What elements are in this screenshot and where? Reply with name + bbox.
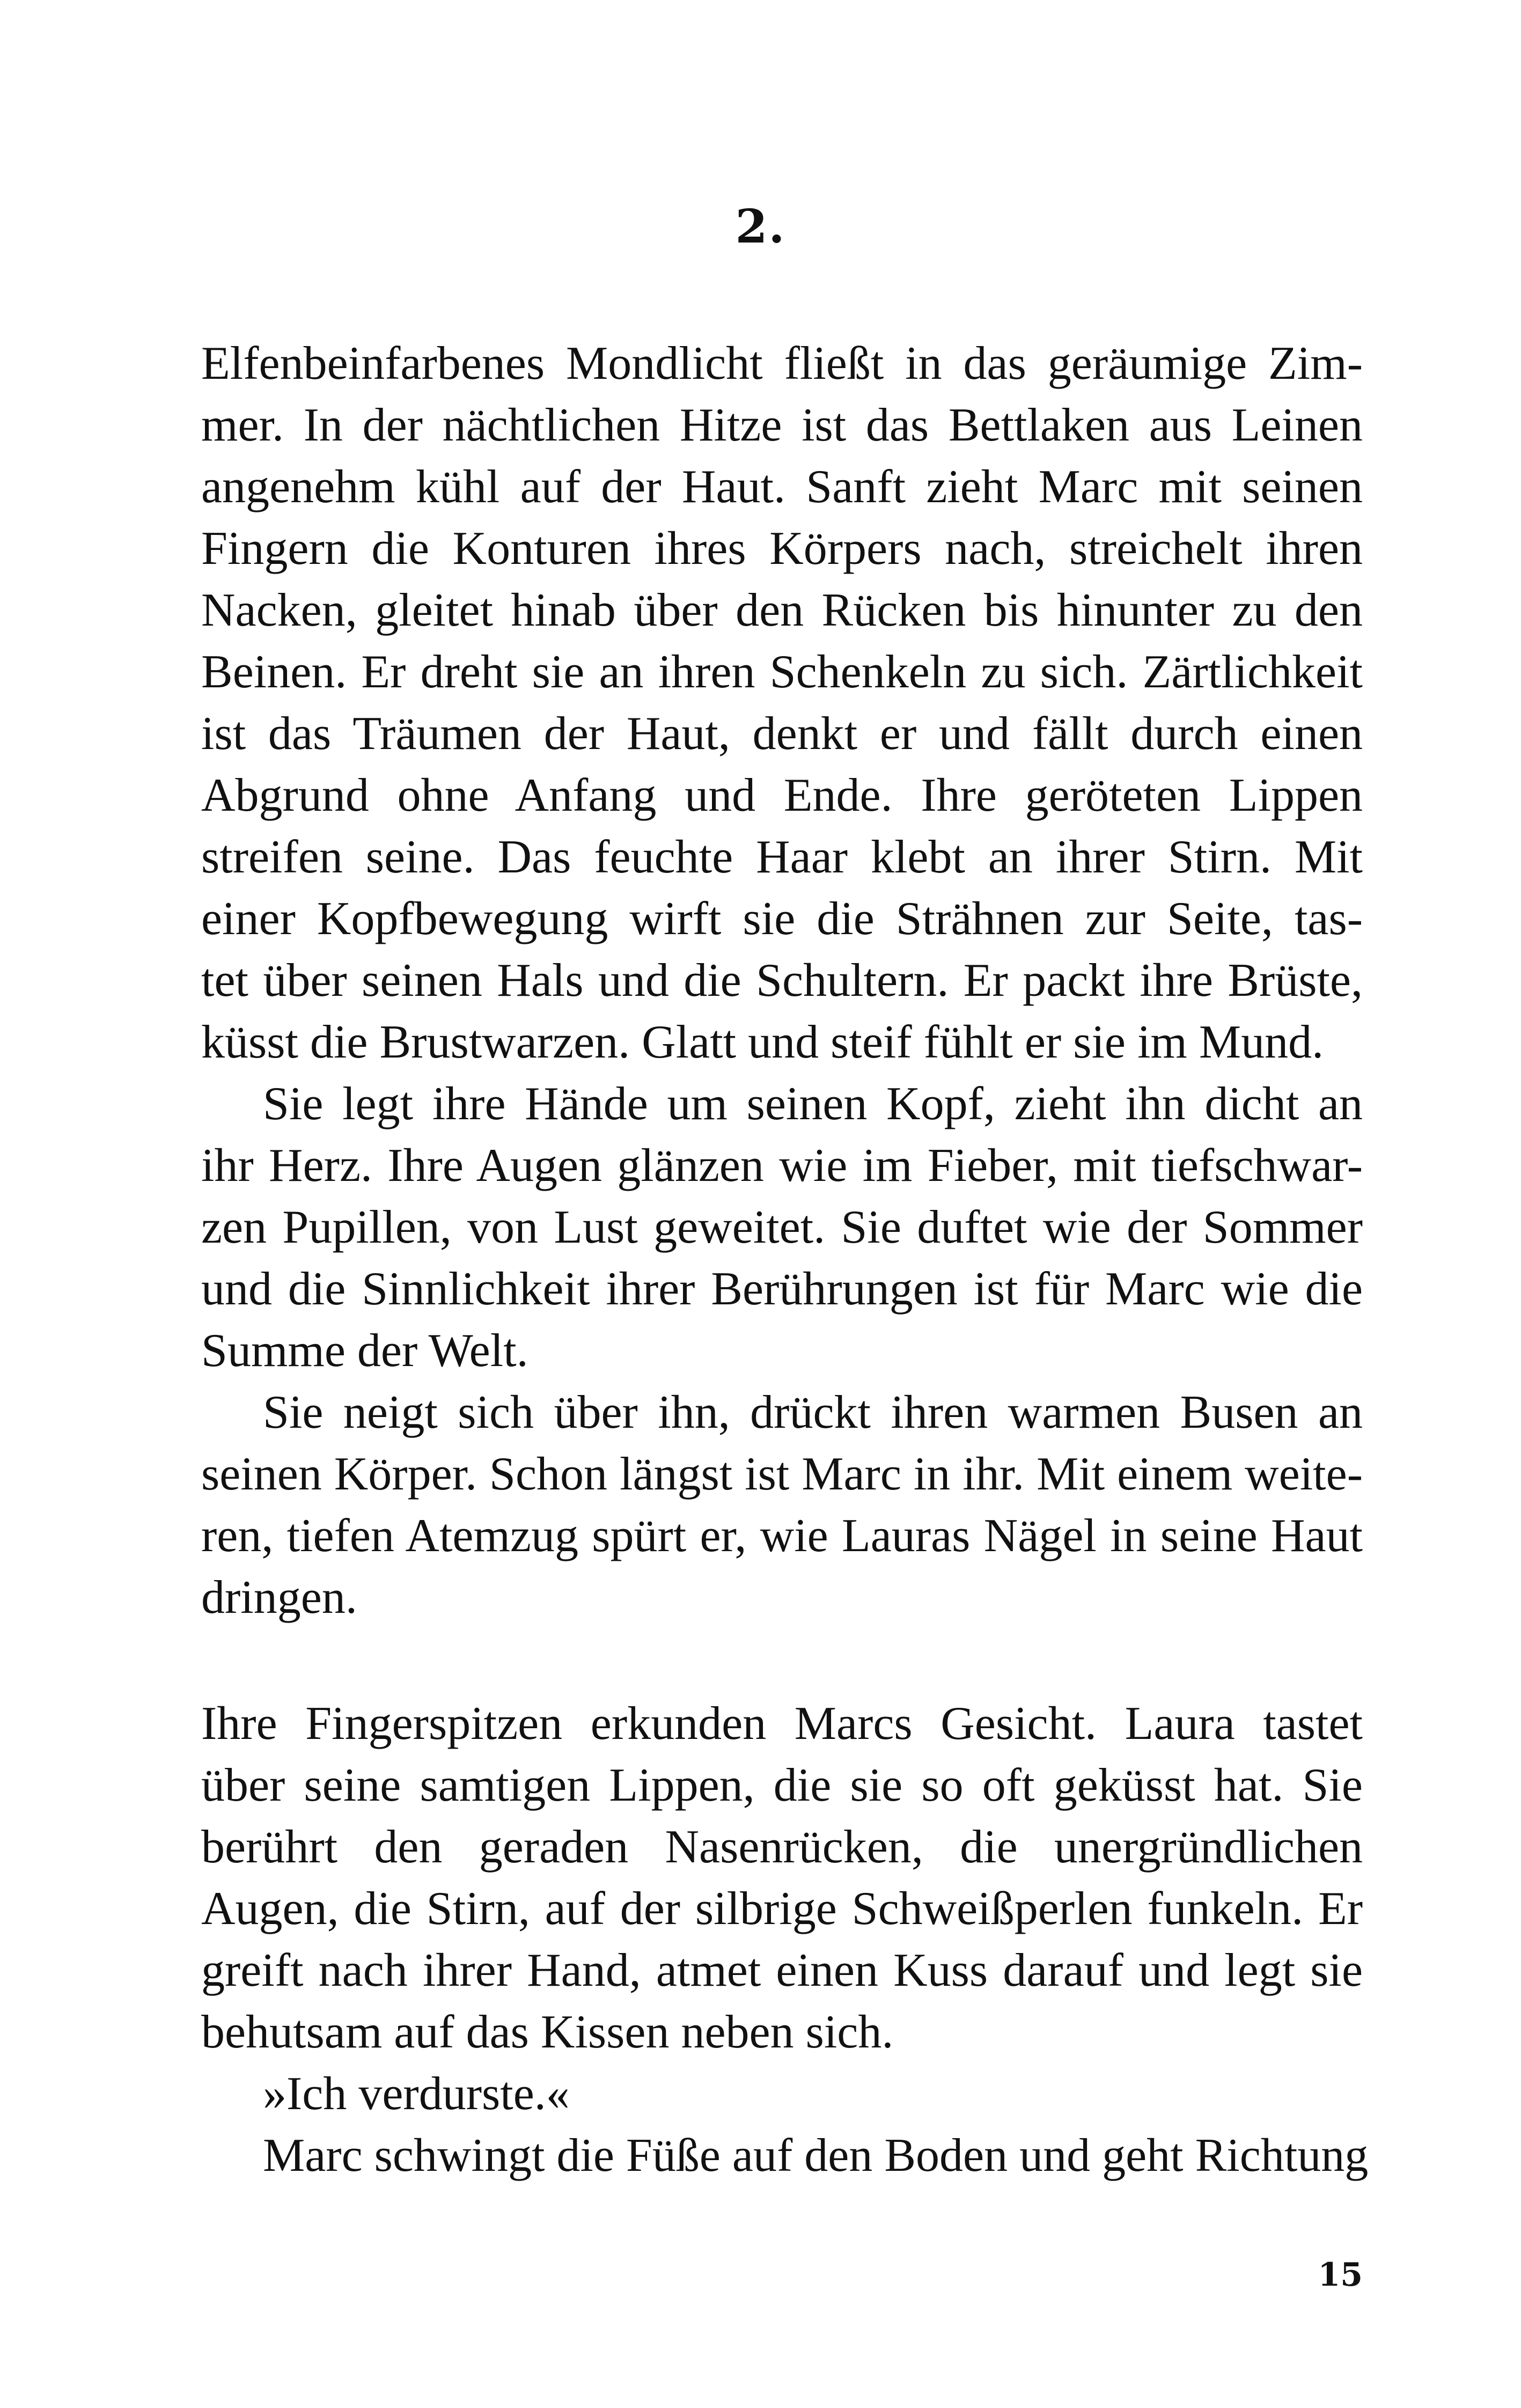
text-line: ihr Herz. Ihre Augen glänzen wie im Fieber, mit tiefschwar-	[201, 1140, 1363, 1192]
text-line: Sie legt ihre Hände um seinen Kopf, zieht ihn dicht an	[263, 1078, 1363, 1130]
text-line: dringen.	[201, 1572, 357, 1624]
text-section-1	[201, 333, 1363, 1628]
text-line: tet über seinen Hals und die Schultern. Er packt ihre Brüste,	[201, 955, 1363, 1007]
chapter-number: 2.	[735, 200, 786, 254]
text-line: Elfenbeinfarbenes Mondlicht fließt in das geräumige Zim-	[201, 337, 1363, 390]
text-line: »Ich verdurste.«	[263, 2068, 570, 2120]
text-line: berührt den geraden Nasenrücken, die unergründlichen	[201, 1821, 1363, 1873]
text-line: streifen seine. Das feuchte Haar klebt an ihrer Stirn. Mit	[201, 831, 1363, 883]
text-line: Summe der Welt.	[201, 1325, 528, 1377]
text-line: Nacken, gleitet hinab über den Rücken bis hinunter zu den	[201, 584, 1363, 636]
text-line: angenehm kühl auf der Haut. Sanft zieht Marc mit seinen	[201, 461, 1363, 513]
text-line: ren, tiefen Atemzug spürt er, wie Lauras Nägel in seine Haut	[201, 1510, 1363, 1562]
page-number: 15	[1318, 2256, 1363, 2294]
text-line: und die Sinnlichkeit ihrer Berührungen ist für Marc wie die	[201, 1263, 1363, 1315]
text-line: mer. In der nächtlichen Hitze ist das Bettlaken aus Leinen	[201, 399, 1363, 451]
text-section-2	[201, 1693, 1369, 2186]
text-line: Beinen. Er dreht sie an ihren Schenkeln zu sich. Zärtlichkeit	[201, 646, 1363, 698]
text-line: Augen, die Stirn, auf der silbrige Schweißperlen funkeln. Er	[201, 1883, 1363, 1935]
text-line: über seine samtigen Lippen, die sie so oft geküsst hat. Sie	[201, 1759, 1363, 1811]
text-line: Fingern die Konturen ihres Körpers nach, streichelt ihren	[201, 523, 1363, 575]
text-line: Marc schwingt die Füße auf den Boden und geht Richtung	[263, 2130, 1369, 2182]
text-line: küsst die Brustwarzen. Glatt und steif fühlt er sie im Mund.	[201, 1016, 1324, 1068]
text-line: ist das Träumen der Haut, denkt er und fällt durch einen	[201, 708, 1363, 760]
text-line: einer Kopfbewegung wirft sie die Strähnen zur Seite, tas-	[201, 893, 1363, 945]
text-line: seinen Körper. Schon längst ist Marc in ihr. Mit einem weite-	[201, 1448, 1363, 1500]
text-line: Abgrund ohne Anfang und Ende. Ihre geröteten Lippen	[201, 769, 1363, 821]
text-line: behutsam auf das Kissen neben sich.	[201, 2006, 894, 2058]
text-line: Ihre Fingerspitzen erkunden Marcs Gesicht. Laura tastet	[201, 1698, 1363, 1750]
text-line: greift nach ihrer Hand, atmet einen Kuss darauf und legt sie	[201, 1944, 1363, 1996]
text-line: zen Pupillen, von Lust geweitet. Sie duftet wie der Sommer	[201, 1201, 1363, 1253]
text-line: Sie neigt sich über ihn, drückt ihren warmen Busen an	[263, 1386, 1363, 1438]
